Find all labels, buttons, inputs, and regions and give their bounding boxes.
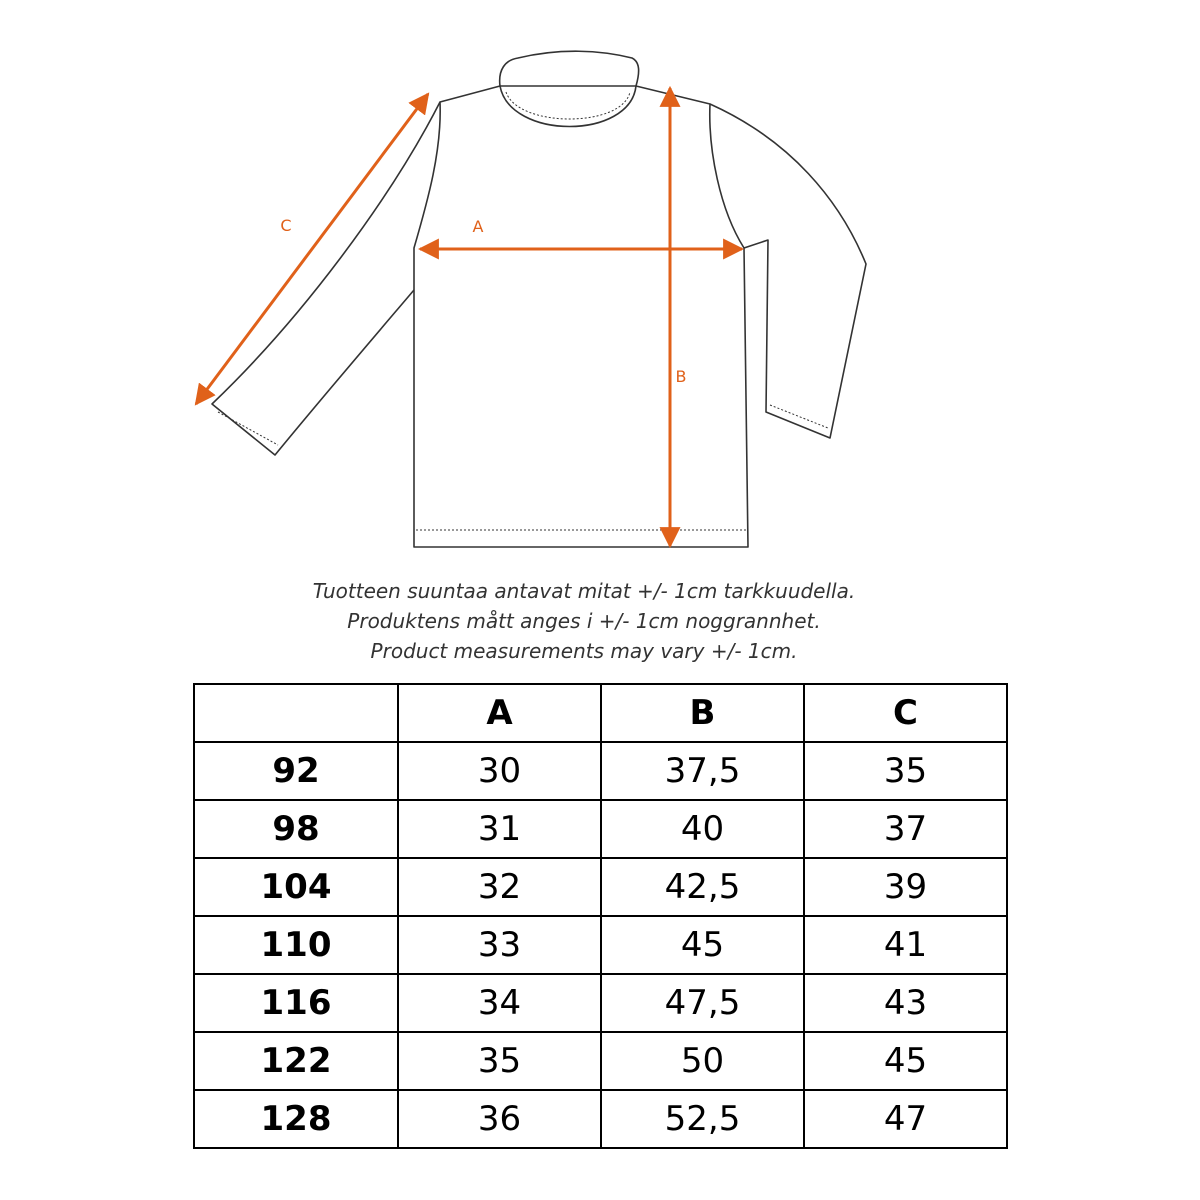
value-b-cell: 50	[601, 1032, 804, 1090]
size-cell: 92	[194, 742, 398, 800]
value-b-cell: 47,5	[601, 974, 804, 1032]
table-row	[194, 1090, 1007, 1148]
right-sleeve	[710, 104, 866, 438]
header-a: A	[398, 684, 601, 742]
measurement-note-finnish: Tuotteen suuntaa antavat mitat +/- 1cm tarkkuudella.	[312, 579, 856, 603]
value-a-cell: 32	[398, 858, 601, 916]
measurement-note-swedish: Produktens mått anges i +/- 1cm noggrannhet.	[347, 609, 821, 633]
value-c-cell: 45	[804, 1032, 1007, 1090]
value-a-cell: 35	[398, 1032, 601, 1090]
size-cell: 122	[194, 1032, 398, 1090]
table-corner-cell	[194, 684, 398, 742]
value-c-cell: 39	[804, 858, 1007, 916]
table-row	[194, 916, 1007, 974]
table-row	[194, 974, 1007, 1032]
size-cell: 104	[194, 858, 398, 916]
value-a-cell: 30	[398, 742, 601, 800]
table-row	[194, 742, 1007, 800]
arrow-c-sleeve	[196, 94, 428, 404]
label-b: B	[675, 367, 687, 386]
value-c-cell: 41	[804, 916, 1007, 974]
size-cell: 128	[194, 1090, 398, 1148]
table-row	[194, 858, 1007, 916]
value-b-cell: 45	[601, 916, 804, 974]
value-c-cell: 47	[804, 1090, 1007, 1148]
table-row	[194, 1032, 1007, 1090]
size-cell: 110	[194, 916, 398, 974]
left-sleeve	[212, 102, 440, 455]
shirt-body	[414, 86, 748, 547]
value-a-cell: 36	[398, 1090, 601, 1148]
value-a-cell: 34	[398, 974, 601, 1032]
label-a: A	[472, 217, 484, 236]
header-c: C	[804, 684, 1007, 742]
measurement-note-english: Product measurements may vary +/- 1cm.	[370, 639, 798, 663]
value-b-cell: 37,5	[601, 742, 804, 800]
value-a-cell: 31	[398, 800, 601, 858]
size-cell: 98	[194, 800, 398, 858]
shirt-outline	[212, 51, 866, 547]
table-row	[194, 800, 1007, 858]
value-c-cell: 35	[804, 742, 1007, 800]
label-c: C	[280, 216, 292, 235]
value-b-cell: 52,5	[601, 1090, 804, 1148]
value-a-cell: 33	[398, 916, 601, 974]
value-b-cell: 40	[601, 800, 804, 858]
garment-diagram	[0, 0, 1200, 570]
collar-stitch	[506, 92, 630, 119]
value-b-cell: 42,5	[601, 858, 804, 916]
size-table	[193, 683, 1008, 1149]
size-cell: 116	[194, 974, 398, 1032]
table-header-row	[194, 684, 1007, 742]
value-c-cell: 37	[804, 800, 1007, 858]
collar-neckline	[500, 86, 636, 127]
header-b: B	[601, 684, 804, 742]
value-c-cell: 43	[804, 974, 1007, 1032]
collar-outline	[500, 51, 639, 86]
